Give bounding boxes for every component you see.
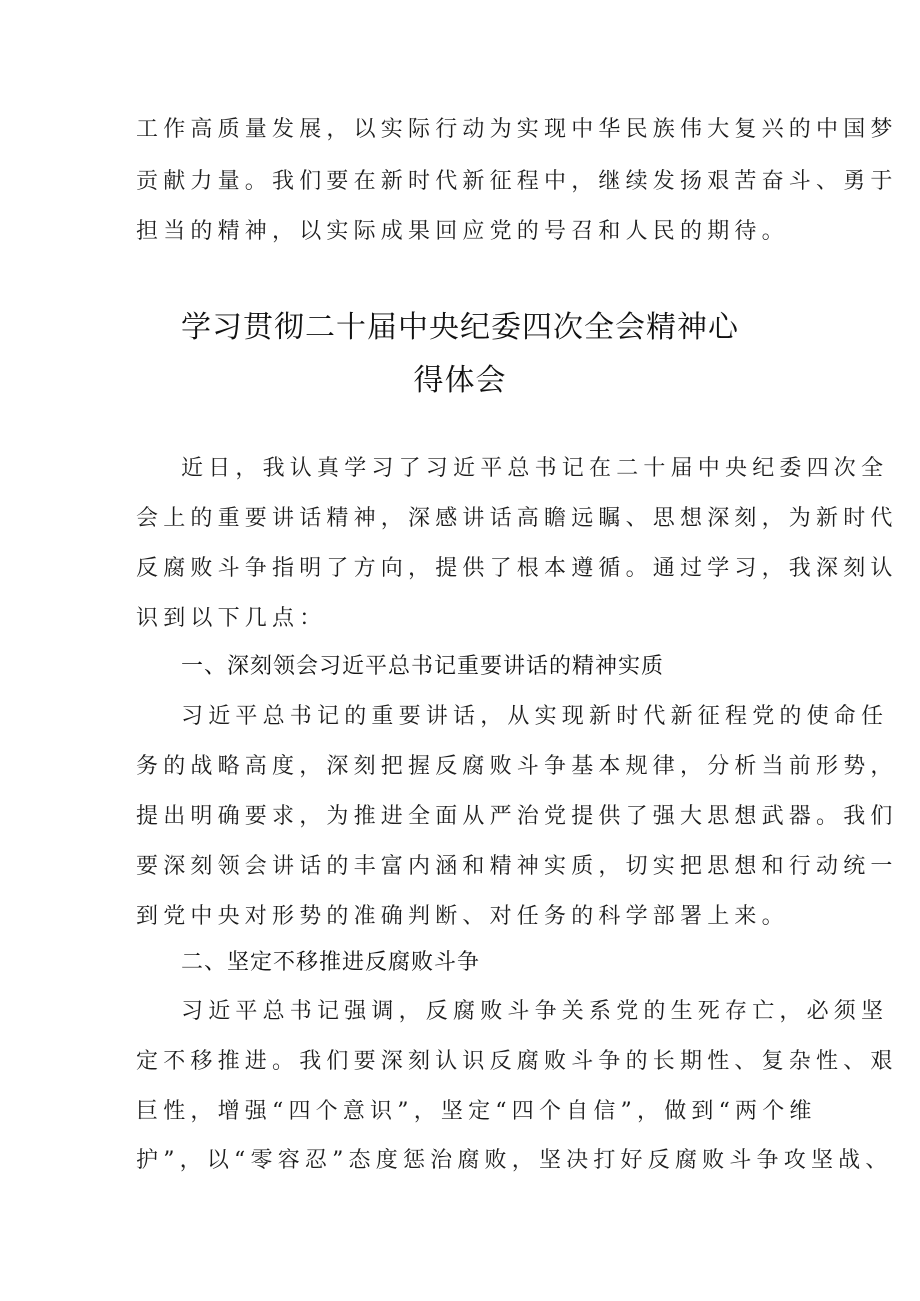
- paragraph-line: 到党中央对形势的准确判断、对任务的科学部署上来。: [136, 904, 789, 929]
- paragraph-line: 反腐败斗争指明了方向，提供了根本遵循。通过学习，我深刻认: [136, 556, 898, 581]
- intro-line: 担当的精神，以实际成果回应党的号召和人民的期待。: [136, 219, 789, 244]
- paragraph-line: 近日，我认真学习了习近平总书记在二十届中央纪委四次全: [181, 456, 889, 481]
- paragraph-line: 定不移推进。我们要深刻认识反腐败斗争的长期性、复杂性、艰: [136, 1049, 898, 1074]
- section-heading-1: 一、深刻领会习近平总书记重要讲话的精神实质: [181, 654, 665, 679]
- section-heading-2: 二、坚定不移推进反腐败斗争: [181, 950, 481, 975]
- paragraph-line: 务的战略高度，深刻把握反腐败斗争基本规律，分析当前形势，: [136, 754, 898, 779]
- intro-line: 工作高质量发展，以实际行动为实现中华民族伟大复兴的中国梦: [136, 117, 898, 142]
- intro-line: 贡献力量。我们要在新时代新征程中，继续发扬艰苦奋斗、勇于: [136, 169, 898, 194]
- paragraph-line: 习近平总书记的重要讲话，从实现新时代新征程党的使命任: [181, 704, 889, 729]
- paragraph-line: 巨性，增强“四个意识”，坚定“四个自信”，做到“两个维: [136, 1099, 817, 1124]
- paragraph-line: 习近平总书记强调，反腐败斗争关系党的生死存亡，必须坚: [181, 999, 889, 1024]
- paragraph-line: 提出明确要求，为推进全面从严治党提供了强大思想武器。我们: [136, 804, 898, 829]
- document-title-line-2: 得体会: [413, 363, 507, 398]
- paragraph-line: 会上的重要讲话精神，深感讲话高瞻远瞩、思想深刻，为新时代: [136, 506, 898, 531]
- paragraph-line: 护”，以“零容忍”态度惩治腐败，坚决打好反腐败斗争攻坚战、: [136, 1148, 893, 1173]
- paragraph-line: 识到以下几点：: [136, 606, 327, 631]
- document-title-line-1: 学习贯彻二十届中央纪委四次全会精神心: [181, 310, 739, 345]
- paragraph-line: 要深刻领会讲话的丰富内涵和精神实质，切实把思想和行动统一: [136, 854, 898, 879]
